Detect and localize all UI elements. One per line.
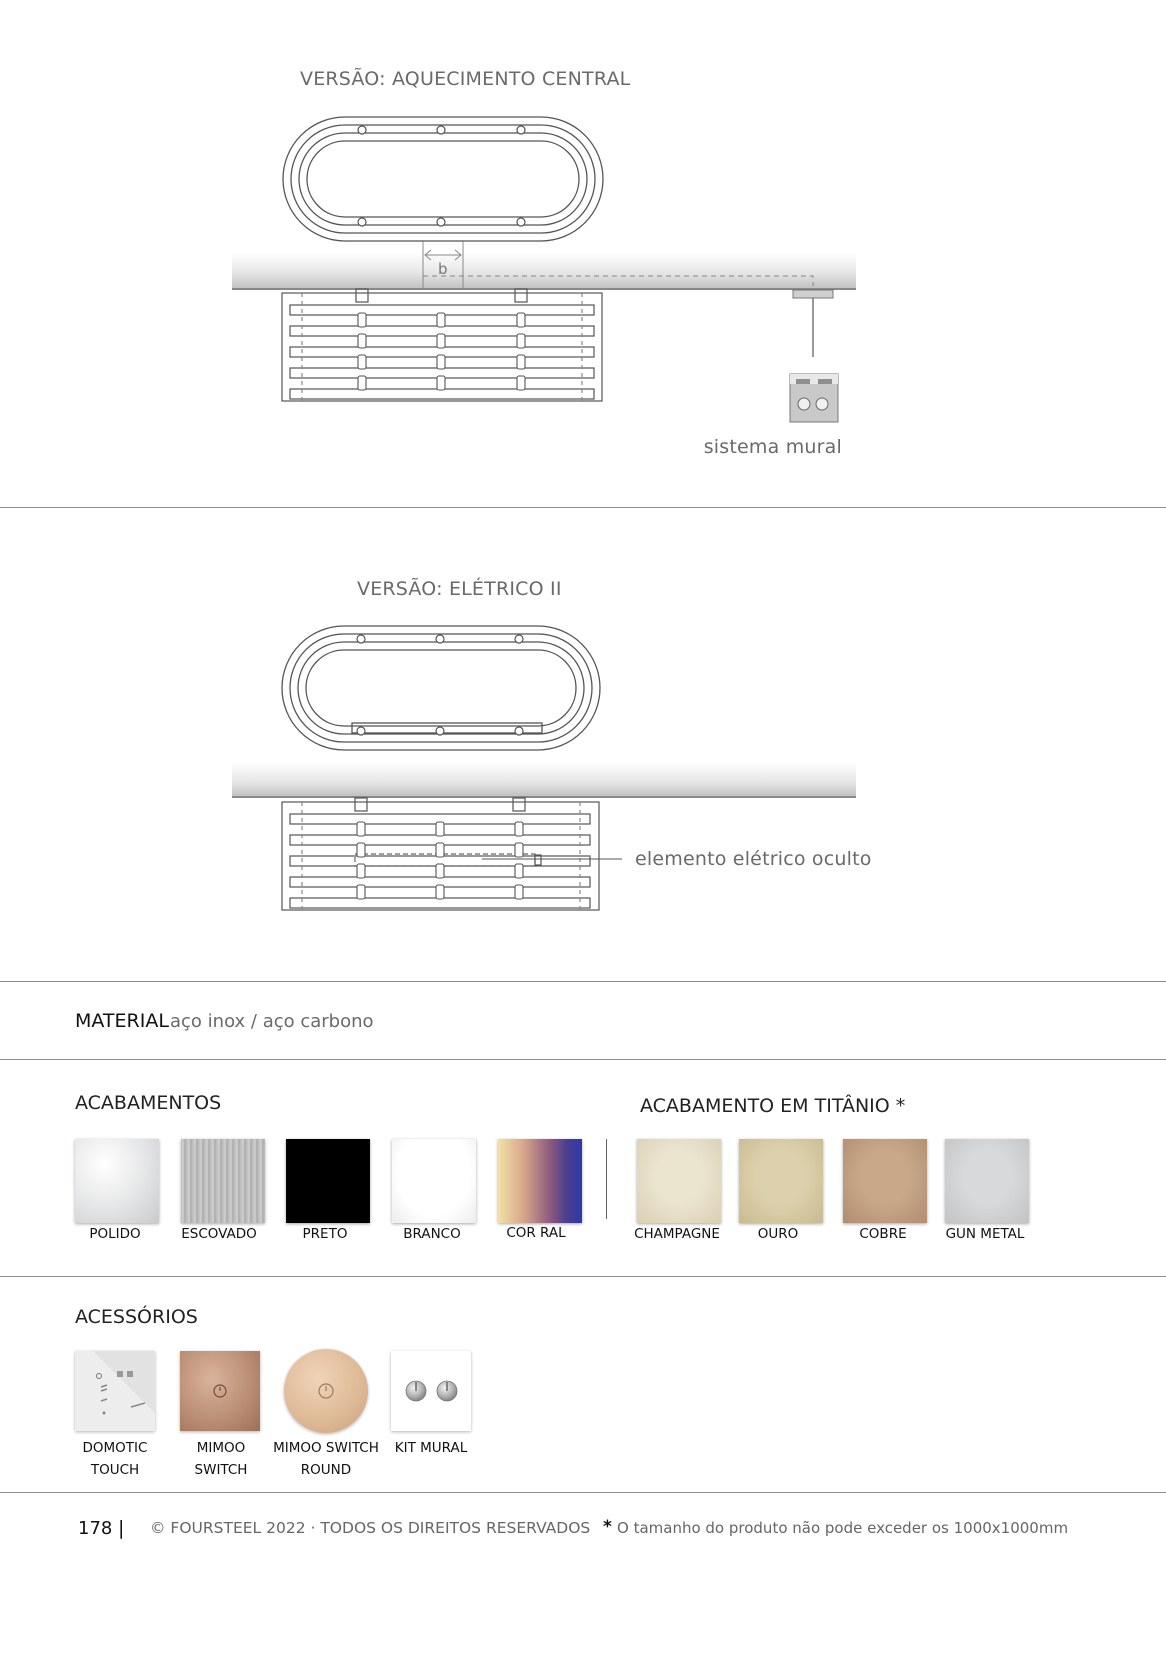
swatch-label-cobre: COBRE xyxy=(859,1226,907,1242)
accessory-label-line2: TOUCH xyxy=(90,1462,140,1478)
material-label: MATERIAL xyxy=(75,1010,169,1032)
swatch-cor-ral[interactable] xyxy=(498,1139,582,1223)
dimension-b-label: b xyxy=(438,260,448,278)
hidden-element-label: elemento elétrico oculto xyxy=(635,848,872,870)
page-number: 178 xyxy=(78,1518,113,1539)
accessory-label-line2: SWITCH xyxy=(194,1462,248,1478)
accessories-title: ACESSÓRIOS xyxy=(75,1306,198,1328)
swatch-label-escovado: ESCOVADO xyxy=(181,1226,257,1242)
electric-wall-band xyxy=(232,762,856,798)
electric-drawing xyxy=(0,610,1166,930)
wall-system-box xyxy=(790,374,838,422)
divider-1 xyxy=(0,507,1166,508)
swatch-label-branco: BRANCO xyxy=(403,1226,461,1242)
mimoo-switch-round-icon xyxy=(284,1349,368,1433)
swatch-label-polido: POLIDO xyxy=(89,1226,141,1242)
accessory-label-kit-mural xyxy=(371,1437,491,1459)
accessory-label-line1: KIT MURAL xyxy=(394,1440,468,1456)
domotic-touch-icon xyxy=(75,1351,155,1431)
finishes-separator xyxy=(606,1139,607,1219)
divider-2 xyxy=(0,981,1166,982)
swatch-label-gun-metal: GUN METAL xyxy=(945,1226,1025,1242)
accessory-label-mimoo-switch xyxy=(161,1437,281,1481)
swatch-label-champagne: CHAMPAGNE xyxy=(634,1226,720,1242)
note-star: * xyxy=(603,1517,612,1537)
accessory-kit-mural[interactable] xyxy=(391,1351,471,1431)
swatch-branco[interactable] xyxy=(392,1139,476,1223)
electric-version-title: VERSÃO: ELÉTRICO II xyxy=(357,578,562,600)
accessory-label-line1: DOMOTIC xyxy=(82,1440,148,1456)
accessory-label-line1: MIMOO xyxy=(196,1440,246,1456)
divider-3 xyxy=(0,1059,1166,1060)
swatch-ouro[interactable] xyxy=(739,1139,823,1223)
swatch-champagne[interactable] xyxy=(637,1139,721,1223)
divider-4 xyxy=(0,1276,1166,1277)
swatch-cobre[interactable] xyxy=(843,1139,927,1223)
accessory-label-domotic-touch xyxy=(55,1437,175,1481)
accessory-mimoo-switch-round[interactable] xyxy=(284,1349,368,1433)
central-heating-drawing xyxy=(0,100,1166,520)
swatch-label-ouro: OURO xyxy=(757,1226,799,1242)
kit-mural-icon xyxy=(391,1351,471,1431)
swatch-gun-metal[interactable] xyxy=(945,1139,1029,1223)
central-wall-band xyxy=(232,252,856,290)
divider-5 xyxy=(0,1492,1166,1493)
central-version-title: VERSÃO: AQUECIMENTO CENTRAL xyxy=(300,68,631,90)
accessory-label-mimoo-switch-round xyxy=(266,1437,386,1481)
swatch-preto[interactable] xyxy=(286,1139,370,1223)
wall-system-label: sistema mural xyxy=(703,436,842,458)
copyright-text: © FOURSTEEL 2022 · TODOS OS DIREITOS RESERVADOS xyxy=(150,1519,591,1537)
accessory-mimoo-switch[interactable] xyxy=(180,1351,260,1431)
accessory-label-line2: ROUND xyxy=(300,1462,352,1478)
accessory-domotic-touch[interactable] xyxy=(75,1351,155,1431)
swatch-escovado[interactable] xyxy=(181,1139,265,1223)
swatch-polido[interactable] xyxy=(75,1139,159,1223)
accessory-label-line1: MIMOO SWITCH xyxy=(273,1440,379,1456)
page-number-separator: | xyxy=(118,1517,125,1539)
swatch-label-cor-ral: COR RAL xyxy=(506,1225,566,1241)
material-value: aço inox / aço carbono xyxy=(170,1011,374,1032)
mimoo-switch-icon xyxy=(180,1351,260,1431)
size-note: O tamanho do produto não pode exceder os 1000x1000mm xyxy=(617,1519,1069,1537)
finishes-title: ACABAMENTOS xyxy=(75,1092,222,1114)
titanium-title: ACABAMENTO EM TITÂNIO * xyxy=(640,1095,906,1117)
swatch-label-preto: PRETO xyxy=(302,1226,348,1242)
